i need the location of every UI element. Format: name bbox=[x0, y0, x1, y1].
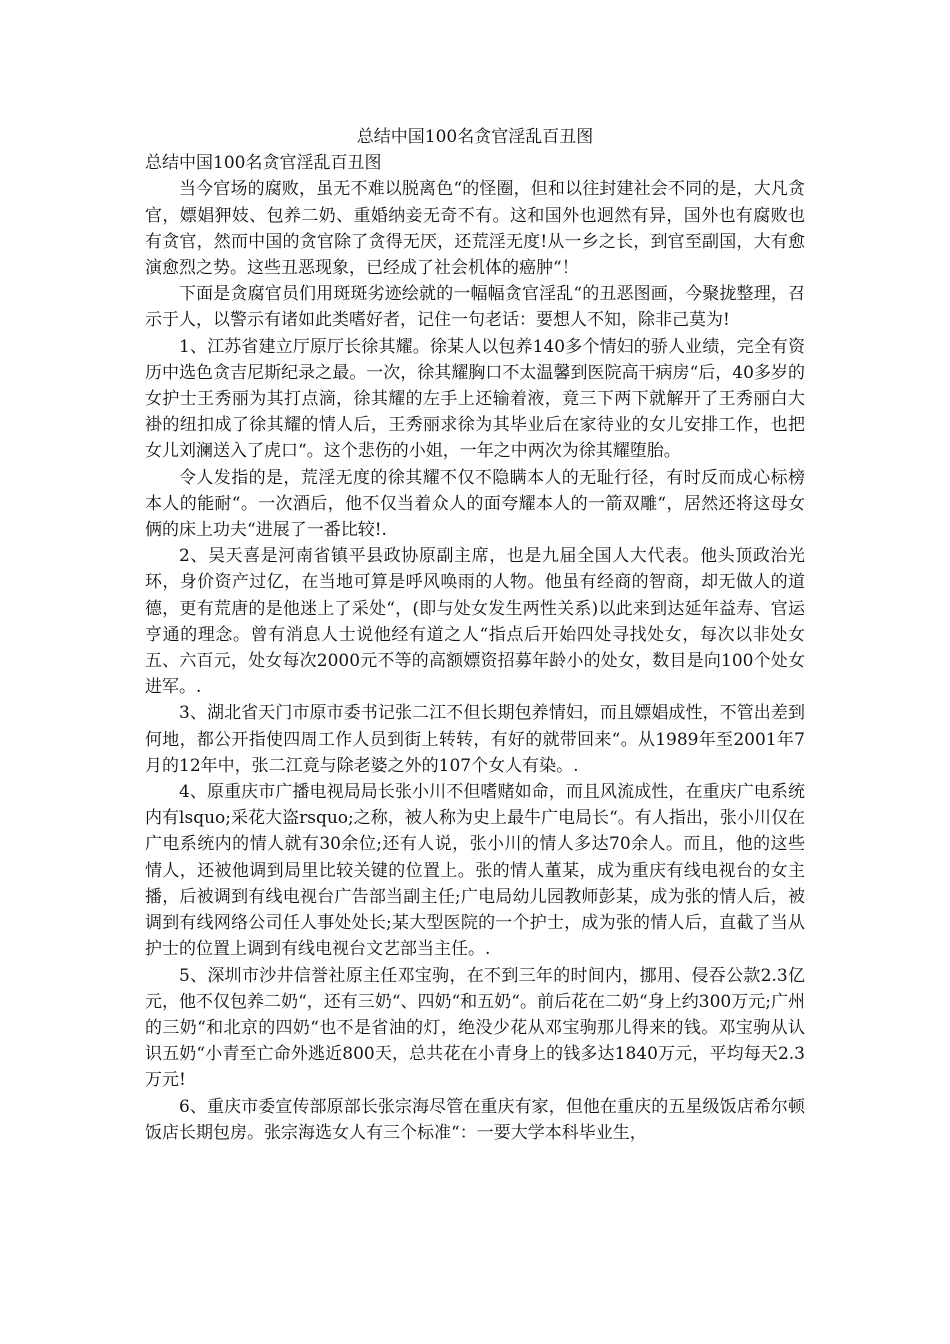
paragraph-case-3: 3、湖北省天门市原市委书记张二江不但长期包养情妇，而且嫖娼成性，不管出差到何地，都公开指使四周工作人员到街上转转，有好的就带回来“。从1989年至2001年7月的12年中，张二江竟与除老婆之外的107个女人有染。. bbox=[145, 703, 805, 776]
paragraph-preface: 下面是贪腐官员们用斑斑劣迹绘就的一幅幅贪官淫乱“的丑恶图画，今聚拢整理，召示于人，以警示有诸如此类嗜好者，记住一句老话：要想人不知，除非己莫为! bbox=[145, 284, 805, 331]
paragraph-case-4: 4、原重庆市广播电视局局长张小川不但嗜赌如命，而且风流成性，在重庆广电系统内有lsquo;采花大盗rsquo;之称，被人称为史上最牛广电局长“。有人指出，张小川仅在广电系统内的情人就有30余位;还有人说，张小川的情人多达70余人。而且，他的这些情人，还被他调到局里比较关键的位置上。张的情人董某，成为重庆有线电视台的女主播，后被调到有线电视台广告部当副主任;广电局幼儿园教师彭某，成为张的情人后，被调到有线网络公司任人事处处长;某大型医院的一个护士，成为张的情人后，直截了当从护士的位置上调到有线电视台文艺部当主任。. bbox=[145, 782, 805, 960]
document-title: 总结中国100名贪官淫乱百丑图 bbox=[356, 127, 594, 147]
document-body bbox=[145, 124, 805, 1146]
document-subtitle: 总结中国100名贪官淫乱百丑图 bbox=[145, 153, 382, 174]
paragraph-case-5: 5、深圳市沙井信誉社原主任邓宝驹，在不到三年的时间内，挪用、侵吞公款2.3亿元，他不仅包养二奶“，还有三奶“、四奶“和五奶“。前后花在二奶“身上约300万元;广州的三奶“和北京的四奶“也不是省油的灯，绝没少花从邓宝驹那儿得来的钱。邓宝驹从认识五奶“小青至亡命外逃近800天，总共花在小青身上的钱多达1840万元，平均每天2.3万元! bbox=[145, 965, 805, 1091]
paragraph-intro: 当今官场的腐败，虽无不难以脱离色“的怪圈，但和以往封建社会不同的是，大凡贪官，嫖娼狎妓、包养二奶、重婚纳妾无奇不有。这和国外也迥然有异，国外也有腐败也有贪官，然而中国的贪官除了贪得无厌，还荒淫无度!从一乡之长，到官至副国，大有愈演愈烈之势。这些丑恶现象，已经成了社会机体的癌肿“！ bbox=[145, 179, 805, 279]
paragraph-case-1: 1、江苏省建立厅原厅长徐其耀。徐某人以包养140多个情妇的骄人业绩，完全有资历中选色贪吉尼斯纪录之最。一次，徐其耀胸口不太温馨到医院高干病房“后，40多岁的女护士王秀丽为其打点滴，徐其耀的左手上还输着液，竟三下两下就解开了王秀丽白大褂的纽扣成了徐其耀的情人后，王秀丽求徐为其毕业后在家待业的女儿安排工作，也把女儿刘澜送入了虎口“。这个悲伤的小姐，一年之中两次为徐其耀堕胎。 bbox=[145, 336, 805, 462]
paragraph-case-2: 2、吴天喜是河南省镇平县政协原副主席，也是九届全国人大代表。他头顶政治光环，身价资产过亿，在当地可算是呼风唤雨的人物。他虽有经商的智商，却无做人的道德，更有荒唐的是他迷上了采处“，(即与处女发生两性关系)以此来到达延年益寿、官运亨通的理念。曾有消息人士说他经有道之人“指点后开始四处寻找处女，每次以非处女五、六百元，处女每次2000元不等的高额嫖资招募年龄小的处女，数目是向100个处女进军。. bbox=[145, 546, 805, 698]
paragraph-case-1-continued: 令人发指的是，荒淫无度的徐其耀不仅不隐瞒本人的无耻行径，有时反而成心标榜本人的能耐“。一次酒后，他不仅当着众人的面夸耀本人的一箭双雕“，居然还将这母女俩的床上功夫“进展了一番比较!. bbox=[145, 467, 805, 541]
paragraph-case-6: 6、重庆市委宣传部原部长张宗海尽管在重庆有家，但他在重庆的五星级饭店希尔顿饭店长期包房。张宗海选女人有三个标准“：一要大学本科毕业生， bbox=[145, 1096, 805, 1143]
